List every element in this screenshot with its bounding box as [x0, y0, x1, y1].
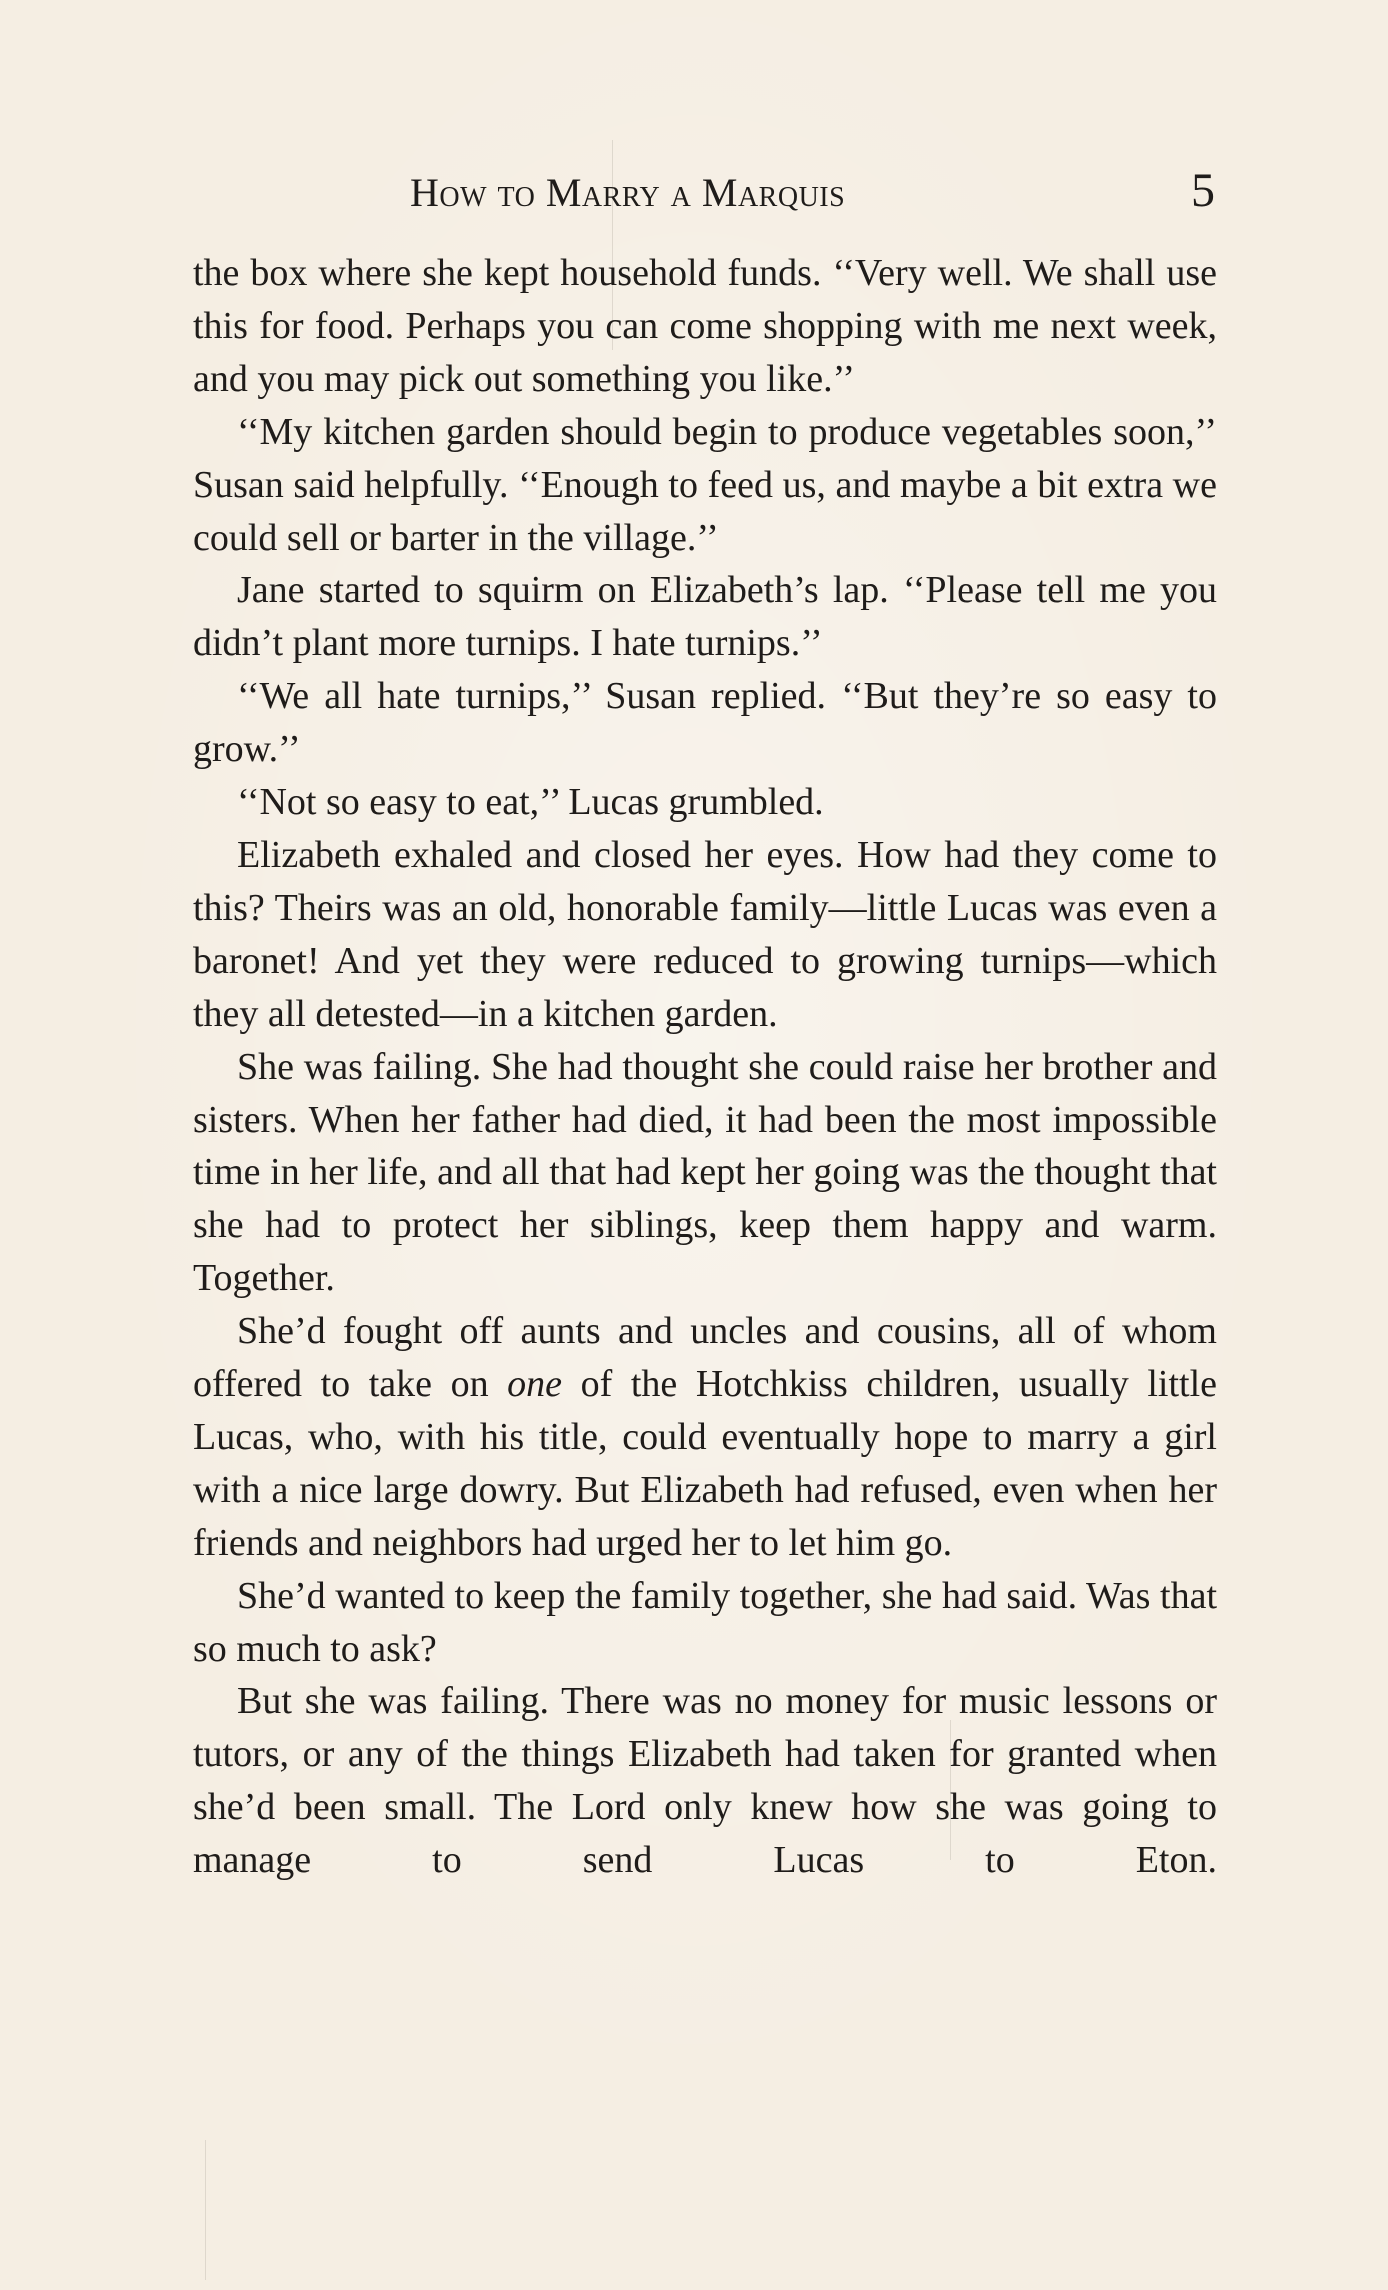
running-header [195, 163, 1215, 223]
paragraph: the box where she kept household funds. ‘‘Very well. We shall use this for food. Perhaps you can come shopping with me next week, and you may pick out something you like.’’ [193, 252, 1217, 400]
running-title: How to Marry a Marquis [410, 170, 846, 215]
paragraph: Jane started to squirm on Elizabeth’s lap. ‘‘Please tell me you didn’t plant more turnips. I hate turnips.’’ [193, 569, 1217, 665]
paragraph: ‘‘My kitchen garden should begin to produce vegetables soon,’’ Susan said helpfully. ‘‘Enough to feed us, and maybe a bit extra we could sell or barter in the village.’’ [193, 410, 1217, 559]
paragraph: ‘‘Not so easy to eat,’’ Lucas grumbled. [237, 781, 824, 824]
paragraph [193, 1305, 1217, 1570]
paragraph: ‘‘We all hate turnips,’’ Susan replied. ‘‘But they’re so easy to grow.’’ [193, 675, 1217, 771]
page-crease-mark [205, 2140, 206, 2280]
paragraph: But she was failing. There was no money for music lessons or tutors, or any of the things Elizabeth had taken for granted when she’d been small. The Lord only knew how she was going to manage to send Lucas to Eton. [193, 1680, 1217, 1882]
emphasized-word: one [507, 1363, 563, 1406]
paragraph: Elizabeth exhaled and closed her eyes. How had they come to this? Theirs was an old, honorable family—little Lucas was even a baronet! And yet they were reduced to growing turnips—which they all detested—in a kitchen garden. [193, 833, 1217, 1035]
page-number: 5 [1191, 164, 1215, 217]
paragraph: She was failing. She had thought she could raise her brother and sisters. When her father had died, it had been the most impossible time in her life, and all that had kept her going was the thought that she had to protect her siblings, keep them happy and warm. Together. [193, 1045, 1217, 1300]
paragraph: She’d wanted to keep the family together, she had said. Was that so much to ask? [193, 1574, 1217, 1670]
paragraph-text: of the Hotchkiss children, usually little Lucas, who, with his title, could eventually hope to marry a girl with a nice large dowry. But Elizabeth had refused, even when her friends and neighbors had urged her to let him go. [193, 1363, 1218, 1564]
body-text [193, 247, 1217, 1887]
paragraph-text: She’d fought off aunts and uncles and cousins, all of whom offered to take on [193, 1310, 1217, 1406]
